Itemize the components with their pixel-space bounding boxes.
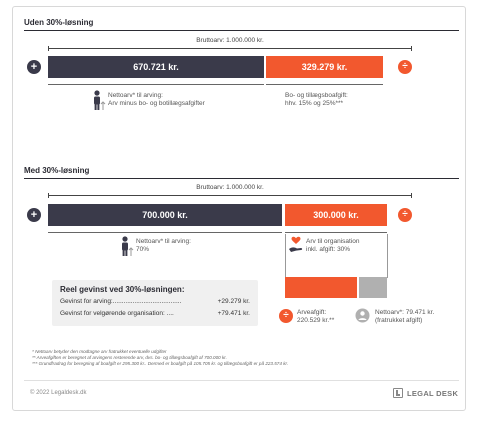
brand-name[interactable]: LEGAL DESK — [407, 389, 459, 398]
heir-dimension-line — [48, 84, 264, 85]
gain-row-heir-label: Gevinst for arving:...................................... — [60, 298, 182, 305]
tax-desc-line1: Bo- og tillægsboafgift: — [285, 92, 348, 99]
heir-dimension-line-2 — [48, 232, 282, 233]
gross-label-without: Bruttoarv: 1.000.000 kr. — [196, 37, 264, 44]
org-dimension-line — [285, 232, 387, 233]
plus-icon: + — [27, 60, 41, 74]
footnotes — [32, 349, 452, 367]
split-tax-desc — [297, 309, 334, 325]
gain-row-org — [60, 310, 250, 317]
section-title-without: Uden 30%-løsning — [24, 18, 94, 27]
split-tax-line2: 220.529 kr.** — [297, 317, 335, 324]
legal-desk-logo-icon — [393, 388, 403, 398]
gross-dimension-line-2 — [48, 195, 412, 196]
section-rule-with — [24, 178, 459, 179]
gain-title: Reel gevinst ved 30%-løsningen: — [60, 285, 185, 294]
dim-tick-right-2 — [411, 193, 412, 198]
organisation-bar: 300.000 kr. — [285, 204, 387, 226]
tax-desc — [285, 92, 348, 108]
footer-divider — [24, 380, 459, 381]
dim-tick-right — [411, 46, 412, 51]
divide-icon-3: ÷ — [279, 309, 293, 323]
split-tax-line1: Arveafgift: — [297, 309, 327, 316]
gain-row-heir — [60, 298, 250, 305]
net-split-bar — [359, 277, 387, 298]
connector-line-right — [387, 234, 388, 278]
heir-desc-line1: Nettoarv* til arving: — [108, 92, 163, 99]
gain-row-org-label: Gevinst for velgørende organisation: .... — [60, 310, 174, 317]
heir-desc-2-line2: 70% — [136, 246, 150, 253]
org-desc-line2: inkl. afgift: 30% — [306, 246, 351, 253]
heir-desc-2-line1: Nettoarv* til arving: — [136, 238, 191, 245]
heir-desc — [108, 92, 205, 108]
split-net-desc — [375, 309, 434, 325]
footnote-2: ** Arveafgiften er beregnet af arvingens resterende arv, dvs. bo- og tillægsboafgift af 700.000 kr. — [32, 355, 227, 360]
net-inheritance-bar-2: 700.000 kr. — [48, 204, 282, 226]
heir-desc-line2: Arv minus bo- og botillægsafgifter — [108, 100, 205, 107]
tax-bar: 329.279 kr. — [266, 56, 383, 78]
divide-icon: ÷ — [398, 60, 412, 74]
heart-hand-icon — [288, 236, 304, 254]
split-net-line1: Nettoarv*: 79.471 kr. — [375, 309, 435, 316]
gain-row-heir-value: +29.279 kr. — [217, 298, 250, 305]
section-title-with: Med 30%-løsning — [24, 166, 90, 175]
gross-dimension-line — [48, 48, 412, 49]
org-desc-line1: Arv til organisation — [306, 238, 360, 245]
footnote-1: * Nettoarv betyder den modtagne arv fratrukket eventuelle udgifter — [32, 349, 167, 354]
person-icon-2 — [120, 236, 134, 258]
person-icon — [92, 90, 106, 112]
tax-dimension-line — [266, 84, 383, 85]
tax-split-bar — [285, 277, 357, 298]
plus-icon-2: + — [27, 208, 41, 222]
section-rule-without — [24, 30, 459, 31]
connector-line-left — [285, 234, 286, 278]
tax-desc-line2: hhv. 15% og 25%*** — [285, 100, 344, 107]
organisation-person-icon — [355, 308, 370, 323]
org-desc — [306, 238, 359, 254]
gain-row-org-value: +79.471 kr. — [217, 310, 250, 317]
heir-desc-2 — [136, 238, 191, 254]
divide-icon-2: ÷ — [398, 208, 412, 222]
split-net-line2: (fratrukket afgift) — [375, 317, 423, 324]
net-inheritance-bar: 670.721 kr. — [48, 56, 264, 78]
copyright: © 2022 Legaldesk.dk — [30, 390, 87, 396]
gross-label-with: Bruttoarv: 1.000.000 kr. — [196, 184, 264, 191]
footnote-3: *** Grundfradrag for beregning af boafgift er 295.300 kr.. Dermed er boafgift på 105.705 kr. og tillægsboafgift er på 223.574 kr. — [32, 361, 289, 366]
